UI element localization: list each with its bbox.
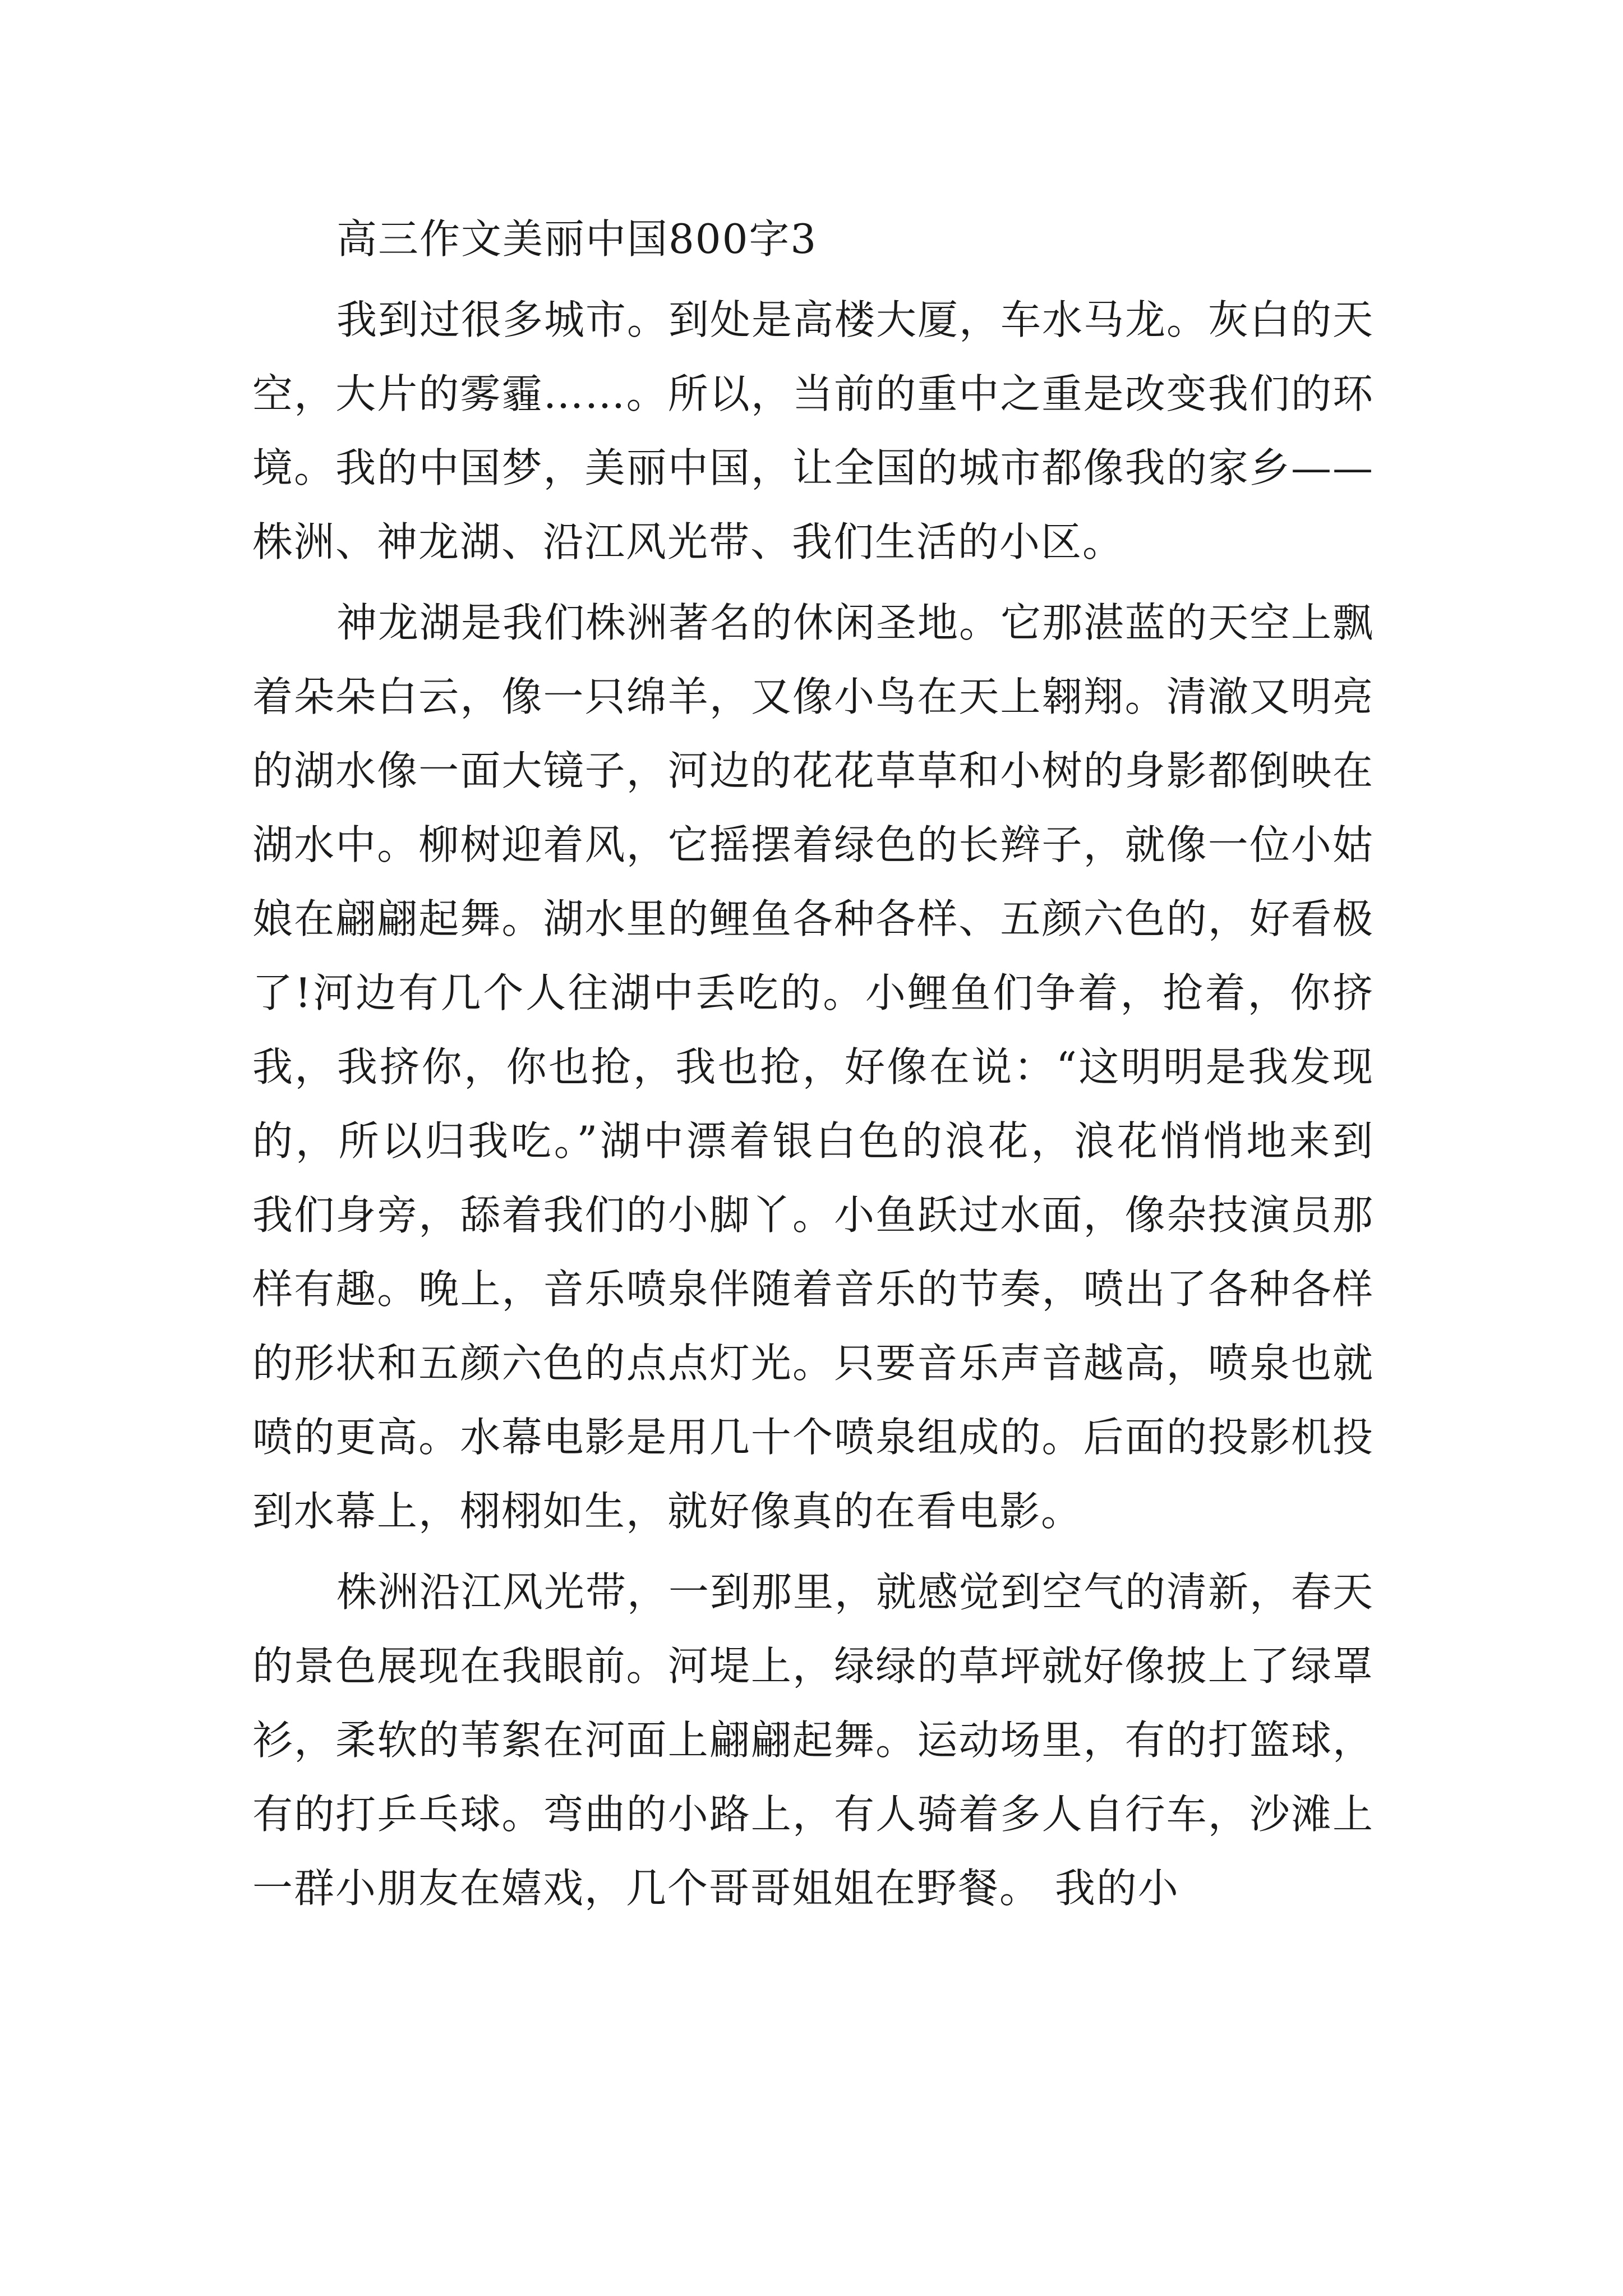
paragraph-riverside-scenery: 株洲沿江风光带，一到那里，就感觉到空气的清新，春天的景色展现在我眼前。河堤上，绿绿的草坪就好像披上了绿罩衫，柔软的苇絮在河面上翩翩起舞。运动场里，有的打篮球，有的打乒乓球。弯曲的小路上，有人骑着多人自行车，沙滩上一群小朋友在嬉戏，几个哥哥姐姐在野餐。 我的小 xyxy=(252,1568,1375,1912)
essay-title: 高三作文美丽中国800字3 xyxy=(336,215,818,263)
paragraph-intro: 我到过很多城市。到处是高楼大厦，车水马龙。灰白的天空，大片的雾霾……。所以，当前的重中之重是改变我们的环境。我的中国梦，美丽中国，让全国的城市都像我的家乡——株洲、神龙湖、沿江风光带、我们生活的小区。 xyxy=(252,296,1375,565)
paragraph-shenlong-lake: 神龙湖是我们株洲著名的休闲圣地。它那湛蓝的天空上飘着朵朵白云，像一只绵羊，又像小鸟在天上翱翔。清澈又明亮的湖水像一面大镜子，河边的花花草草和小树的身影都倒映在湖水中。柳树迎着风，它摇摆着绿色的长辫子，就像一位小姑娘在翩翩起舞。湖水里的鲤鱼各种各样、五颜六色的，好看极了!河边有几个人往湖中丢吃的。小鲤鱼们争着，抢着，你挤我，我挤你，你也抢，我也抢，好像在说：“这明明是我发现的，所以归我吃。”湖中漂着银白色的浪花，浪花悄悄地来到我们身旁，舔着我们的小脚丫。小鱼跃过水面，像杂技演员那样有趣。晚上，音乐喷泉伴随着音乐的节奏，喷出了各种各样的形状和五颜六色的点点灯光。只要音乐声音越高，喷泉也就喷的更高。水幕电影是用几十个喷泉组成的。后面的投影机投到水幕上，栩栩如生，就好像真的在看电影。 xyxy=(252,599,1375,1535)
essay-body xyxy=(252,202,1374,1925)
